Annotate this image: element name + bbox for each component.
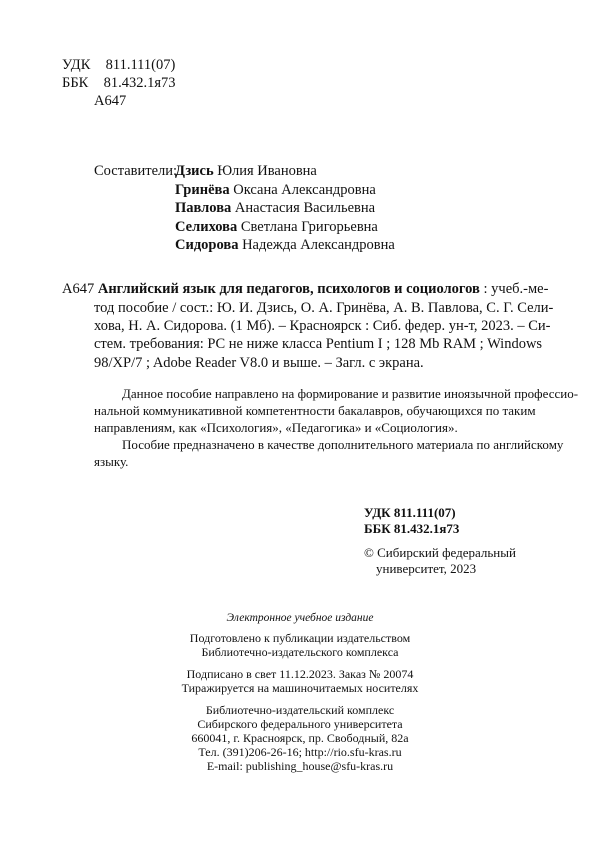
- abstract-line-3: направлениям, как «Психология», «Педагогика» и «Социология».: [94, 420, 458, 435]
- bib-line-3: хова, Н. А. Сидорова. (1 Мб). – Красноярск : Сиб. федер. ун-т, 2023. – Си-: [94, 318, 551, 334]
- compiler-3: Павлова Анастасия Васильевна: [175, 200, 376, 216]
- edition-type: Электронное учебное издание: [226, 612, 374, 624]
- publisher-line-1: Библиотечно-издательский комплекс: [205, 703, 395, 717]
- compiler-5: Сидорова Надежда Александровна: [175, 237, 395, 253]
- publisher-line-2: Сибирского федерального университета: [197, 717, 403, 731]
- udk-line: [62, 57, 175, 74]
- book-title: Английский язык для педагогов, психологов и социологов: [97, 281, 480, 297]
- prepared-line-2: Библиотечно-издательского комплекса: [201, 645, 399, 659]
- bbk-label: ББК: [62, 75, 89, 91]
- bib-line-4: стем. требования: PC не ниже класса Pentium I ; 128 Mb RAM ; Windows: [94, 336, 543, 352]
- signed-for-release: Подписано в свет 11.12.2023. Заказ № 20074: [186, 667, 414, 681]
- abstract-line-4: Пособие предназначено в качестве дополнительного материала по английскому: [122, 437, 564, 452]
- bib-line-2: тод пособие / сост.: Ю. И. Дзись, О. А. Гринёва, А. В. Павлова, С. Г. Сели-: [94, 300, 554, 316]
- bbk-value: 81.432.1я73: [103, 75, 176, 91]
- publisher-phone-site: Тел. (391)206-26-16; http://rio.sfu-kras.ru: [198, 745, 402, 759]
- compiler-4: Селихова Светлана Григорьевна: [175, 219, 378, 235]
- abstract-line-5: языку.: [94, 454, 129, 469]
- author-mark: А647: [94, 93, 127, 109]
- udk-value: 811.111(07): [105, 57, 176, 73]
- abstract-line-2: нальной коммуникативной компетентности бакалавров, обучающихся по таким: [94, 403, 536, 418]
- bib-code: А647: [62, 281, 95, 297]
- prepared-line-1: Подготовлено к публикации издательством: [189, 631, 411, 645]
- bib-line-5: 98/XP/7 ; Adobe Reader V8.0 и выше. – Загл. с экрана.: [94, 355, 424, 371]
- copyright-line-2: университет, 2023: [376, 561, 477, 576]
- publisher-address: 660041, г. Красноярск, пр. Свободный, 82а: [191, 731, 409, 745]
- bbk-line: [62, 75, 176, 92]
- compilers-label: Составители:: [94, 163, 178, 179]
- publisher-email: E-mail: publishing_house@sfu-kras.ru: [206, 759, 394, 773]
- rights-udk: УДК 811.111(07): [364, 505, 456, 520]
- udk-label: УДК: [62, 57, 91, 73]
- compiler-1: Дзись Юлия Ивановна: [175, 163, 317, 179]
- bib-line-1: А647 Английский язык для педагогов, психологов и социологов : учеб.-ме-: [62, 281, 549, 297]
- compiler-2: Гринёва Оксана Александровна: [175, 182, 376, 198]
- copies-note: Тиражируется на машиночитаемых носителях: [181, 681, 419, 695]
- abstract-line-1: Данное пособие направлено на формирование и развитие иноязычной профессио-: [122, 386, 579, 401]
- copyright-line-1: © Сибирский федеральный: [364, 545, 516, 560]
- rights-bbk: ББК 81.432.1я73: [364, 521, 460, 536]
